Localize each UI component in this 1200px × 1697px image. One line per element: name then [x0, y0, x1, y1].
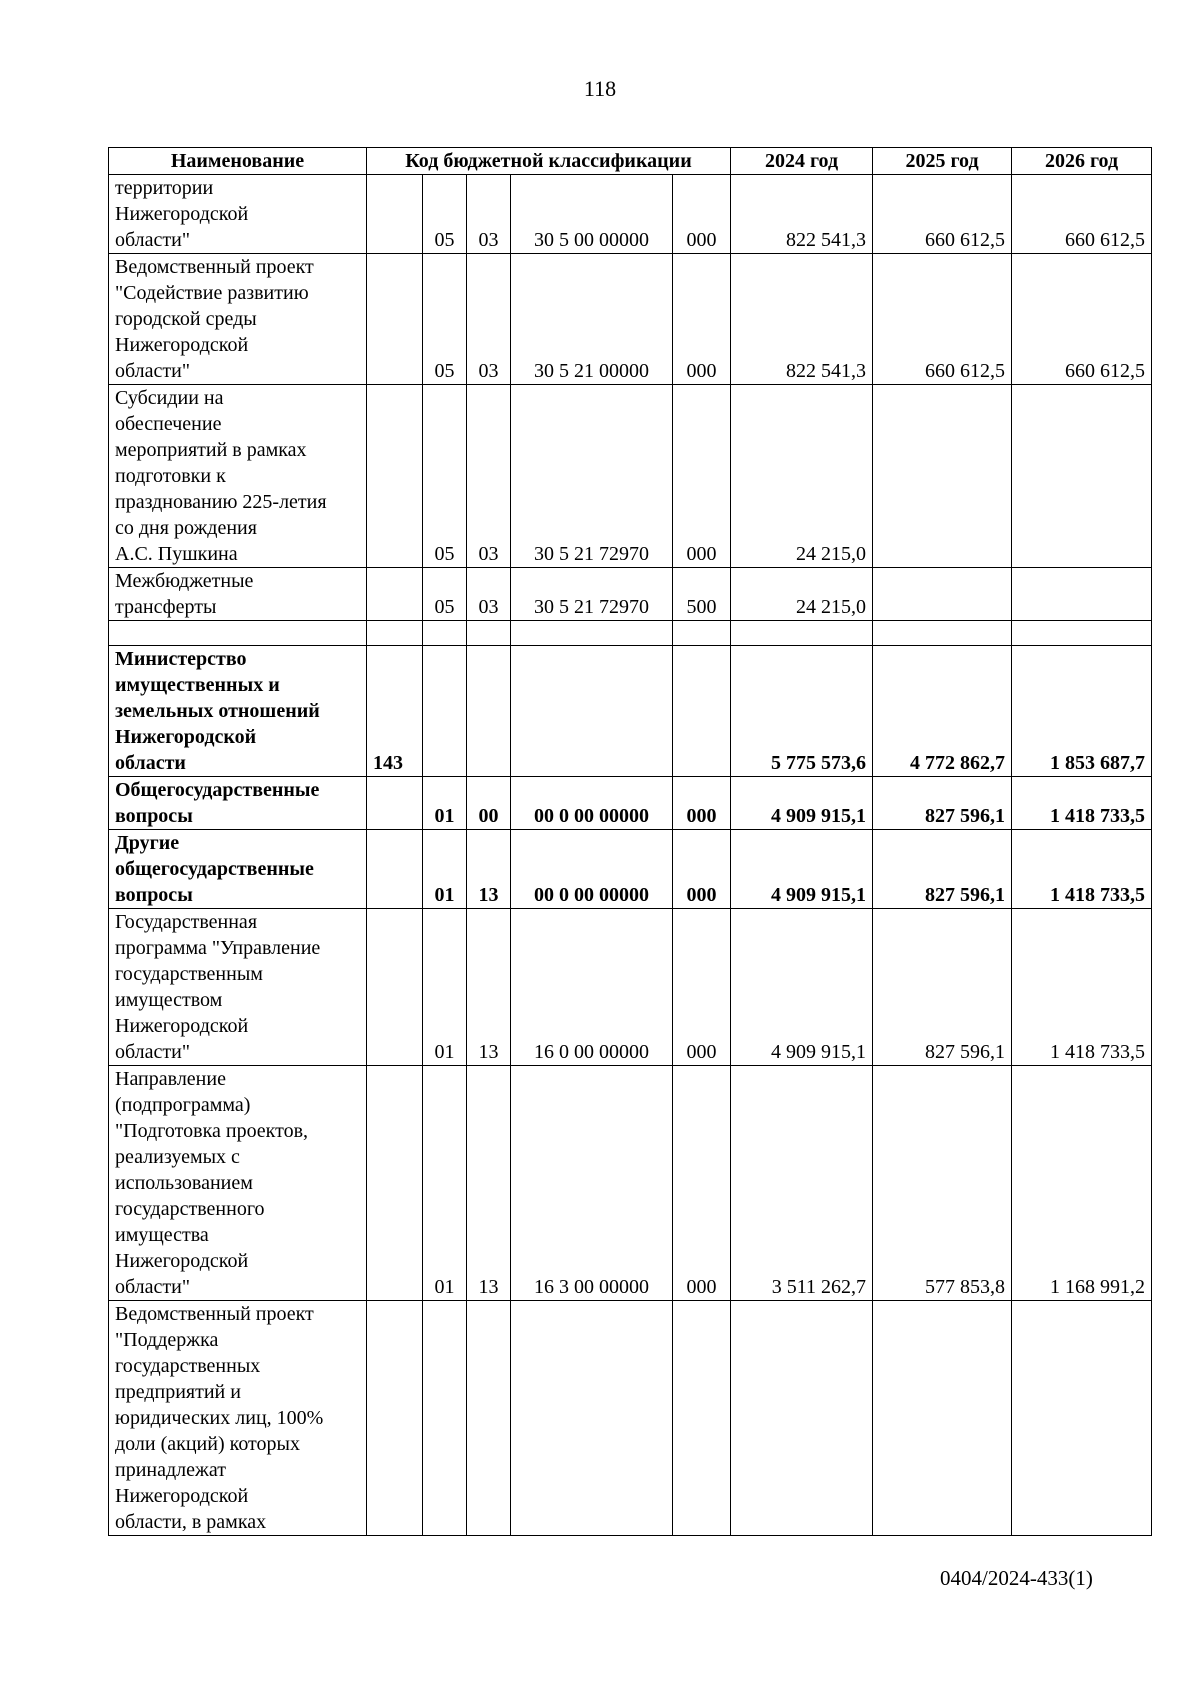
row-name-cell: Государственная программа "Управление государственным имуществом Нижегородской области": [109, 909, 367, 1066]
amount-2025-cell: 827 596,1: [873, 830, 1012, 909]
section-code-cell: 01: [423, 909, 467, 1066]
amount-2024-cell: [731, 621, 873, 646]
amount-2025-cell: [873, 568, 1012, 621]
row-name-cell: [109, 621, 367, 646]
budget-table: [108, 147, 1152, 1536]
table-row: [109, 621, 1152, 646]
row-name-cell: Другие общегосударственные вопросы: [109, 830, 367, 909]
amount-2024-cell: 4 909 915,1: [731, 777, 873, 830]
row-name-cell: Общегосударственные вопросы: [109, 777, 367, 830]
table-row: [109, 1066, 1152, 1301]
section-code-cell: 05: [423, 568, 467, 621]
header-code: Код бюджетной классификации: [367, 148, 731, 175]
target-article-cell: 00 0 00 00000: [511, 830, 673, 909]
row-name-cell: Министерство имущественных и земельных отношений Нижегородской области: [109, 646, 367, 777]
table-row: [109, 777, 1152, 830]
subsection-code-cell: [467, 1301, 511, 1536]
admin-code-cell: 143: [367, 646, 423, 777]
expense-type-cell: 500: [673, 568, 731, 621]
row-name-cell: Ведомственный проект "Содействие развитию городской среды Нижегородской области": [109, 254, 367, 385]
row-name-cell: Межбюджетные трансферты: [109, 568, 367, 621]
amount-2025-cell: 660 612,5: [873, 175, 1012, 254]
admin-code-cell: [367, 385, 423, 568]
subsection-code-cell: 03: [467, 254, 511, 385]
section-code-cell: 01: [423, 830, 467, 909]
amount-2026-cell: 1 418 733,5: [1012, 777, 1152, 830]
expense-type-cell: [673, 646, 731, 777]
amount-2024-cell: 822 541,3: [731, 175, 873, 254]
section-code-cell: 01: [423, 1066, 467, 1301]
amount-2024-cell: 24 215,0: [731, 568, 873, 621]
amount-2025-cell: 827 596,1: [873, 909, 1012, 1066]
amount-2024-cell: [731, 1301, 873, 1536]
subsection-code-cell: 13: [467, 909, 511, 1066]
expense-type-cell: 000: [673, 254, 731, 385]
expense-type-cell: [673, 621, 731, 646]
table-row: [109, 646, 1152, 777]
target-article-cell: 30 5 21 00000: [511, 254, 673, 385]
row-name-cell: Направление (подпрограмма) "Подготовка проектов, реализуемых с использованием государственного имущества Нижегородской области": [109, 1066, 367, 1301]
subsection-code-cell: [467, 621, 511, 646]
amount-2024-cell: 822 541,3: [731, 254, 873, 385]
amount-2025-cell: 827 596,1: [873, 777, 1012, 830]
target-article-cell: [511, 621, 673, 646]
table-row: [109, 909, 1152, 1066]
header-2026: 2026 год: [1012, 148, 1152, 175]
amount-2026-cell: 1 418 733,5: [1012, 830, 1152, 909]
expense-type-cell: 000: [673, 385, 731, 568]
amount-2026-cell: 660 612,5: [1012, 254, 1152, 385]
target-article-cell: [511, 1301, 673, 1536]
row-name-cell: Субсидии на обеспечение мероприятий в рамках подготовки к празднованию 225-летия со дня рождения А.С. Пушкина: [109, 385, 367, 568]
amount-2026-cell: [1012, 385, 1152, 568]
subsection-code-cell: 00: [467, 777, 511, 830]
expense-type-cell: 000: [673, 909, 731, 1066]
amount-2026-cell: 1 168 991,2: [1012, 1066, 1152, 1301]
section-code-cell: 01: [423, 777, 467, 830]
table-row: [109, 385, 1152, 568]
amount-2024-cell: 5 775 573,6: [731, 646, 873, 777]
admin-code-cell: [367, 568, 423, 621]
target-article-cell: 16 3 00 00000: [511, 1066, 673, 1301]
amount-2025-cell: [873, 1301, 1012, 1536]
admin-code-cell: [367, 909, 423, 1066]
section-code-cell: 05: [423, 175, 467, 254]
section-code-cell: 05: [423, 385, 467, 568]
table-row: [109, 568, 1152, 621]
header-2024: 2024 год: [731, 148, 873, 175]
section-code-cell: [423, 646, 467, 777]
expense-type-cell: 000: [673, 175, 731, 254]
target-article-cell: 30 5 00 00000: [511, 175, 673, 254]
admin-code-cell: [367, 777, 423, 830]
amount-2024-cell: 4 909 915,1: [731, 830, 873, 909]
row-name-cell: территории Нижегородской области": [109, 175, 367, 254]
page-number: 118: [583, 76, 617, 101]
table-header-row: [109, 148, 1152, 175]
amount-2025-cell: 577 853,8: [873, 1066, 1012, 1301]
subsection-code-cell: [467, 646, 511, 777]
header-name: Наименование: [109, 148, 367, 175]
expense-type-cell: 000: [673, 1066, 731, 1301]
table-row: [109, 175, 1152, 254]
expense-type-cell: 000: [673, 830, 731, 909]
subsection-code-cell: 03: [467, 385, 511, 568]
target-article-cell: 16 0 00 00000: [511, 909, 673, 1066]
section-code-cell: 05: [423, 254, 467, 385]
admin-code-cell: [367, 830, 423, 909]
amount-2026-cell: 660 612,5: [1012, 175, 1152, 254]
amount-2026-cell: 1 418 733,5: [1012, 909, 1152, 1066]
target-article-cell: 00 0 00 00000: [511, 777, 673, 830]
section-code-cell: [423, 621, 467, 646]
amount-2024-cell: 24 215,0: [731, 385, 873, 568]
table-row: [109, 830, 1152, 909]
amount-2025-cell: [873, 385, 1012, 568]
subsection-code-cell: 13: [467, 830, 511, 909]
expense-type-cell: 000: [673, 777, 731, 830]
target-article-cell: 30 5 21 72970: [511, 385, 673, 568]
row-name-cell: Ведомственный проект "Поддержка государственных предприятий и юридических лиц, 100% доли (акций) которых принадлежат Нижегородской области, в рамках: [109, 1301, 367, 1536]
admin-code-cell: [367, 1066, 423, 1301]
target-article-cell: 30 5 21 72970: [511, 568, 673, 621]
header-2025: 2025 год: [873, 148, 1012, 175]
subsection-code-cell: 03: [467, 175, 511, 254]
subsection-code-cell: 13: [467, 1066, 511, 1301]
admin-code-cell: [367, 621, 423, 646]
amount-2026-cell: 1 853 687,7: [1012, 646, 1152, 777]
table-row: [109, 254, 1152, 385]
admin-code-cell: [367, 1301, 423, 1536]
amount-2025-cell: [873, 621, 1012, 646]
section-code-cell: [423, 1301, 467, 1536]
subsection-code-cell: 03: [467, 568, 511, 621]
amount-2026-cell: [1012, 621, 1152, 646]
admin-code-cell: [367, 175, 423, 254]
amount-2025-cell: 660 612,5: [873, 254, 1012, 385]
target-article-cell: [511, 646, 673, 777]
amount-2024-cell: 3 511 262,7: [731, 1066, 873, 1301]
amount-2025-cell: 4 772 862,7: [873, 646, 1012, 777]
expense-type-cell: [673, 1301, 731, 1536]
amount-2024-cell: 4 909 915,1: [731, 909, 873, 1066]
amount-2026-cell: [1012, 568, 1152, 621]
admin-code-cell: [367, 254, 423, 385]
footer-code: 0404/2024-433(1): [940, 1566, 1093, 1590]
table-row: [109, 1301, 1152, 1536]
amount-2026-cell: [1012, 1301, 1152, 1536]
